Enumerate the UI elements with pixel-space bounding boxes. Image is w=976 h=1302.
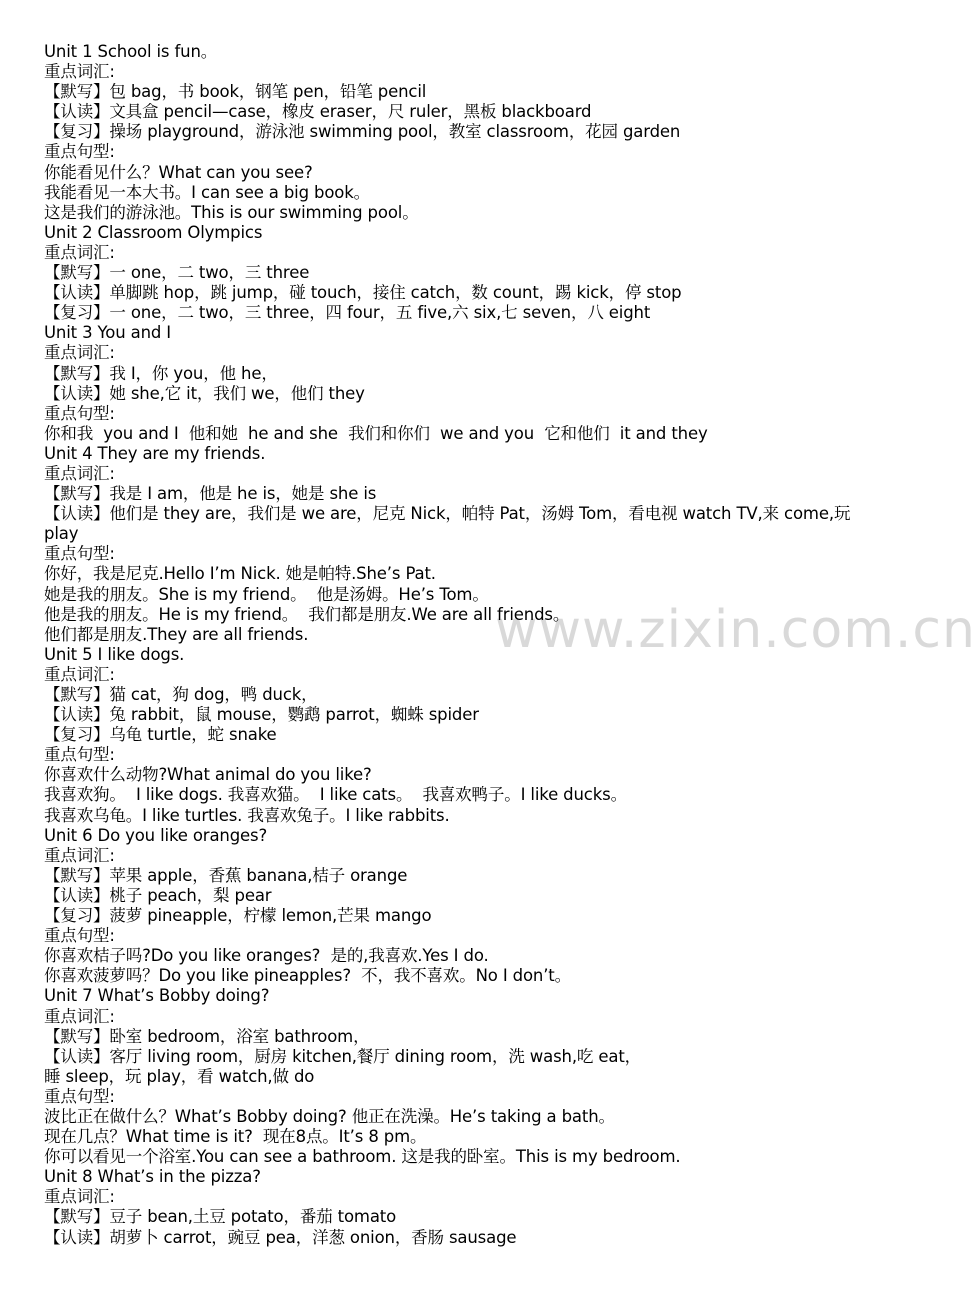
section-label: 重点词汇: [44,1006,115,1026]
vocab-line: 【默写】我是 I am，他是 he is，她是 she is [44,484,377,504]
vocab-line: 【认读】他们是 they are，我们是 we are，尼克 Nick，帕特 Pat，汤姆 Tom，看电视 watch TV,来 come,玩 play [44,504,856,544]
vocab-line: 【复习】菠萝 pineapple，柠檬 lemon,芒果 mango [44,906,432,926]
vocab-line: 【默写】苹果 apple，香蕉 banana,桔子 orange [44,865,408,885]
sentence-line: 你和我 you and I 他和她 he and she 我们和你们 we and you 它和他们 it and they [44,423,708,443]
vocab-line: 【复习】操场 playground，游泳池 swimming pool，教室 classroom，花园 garden [44,122,681,142]
sentence-line: 这是我们的游泳池。This is our swimming pool。 [44,202,419,222]
sentence-line: 你喜欢桔子吗?Do you like oranges? 是的,我喜欢.Yes I do. [44,946,489,966]
vocab-line: 【默写】猫 cat，狗 dog，鸭 duck， [44,685,318,704]
sentence-line: 他们都是朋友.They are all friends. [44,624,309,644]
vocab-line: 【默写】我 I，你 you，他 he， [44,363,278,383]
sentence-line: 他是我的朋友。He is my friend。 我们都是朋友.We are all friends。 [44,604,570,624]
section-label: 重点词汇: [44,1187,115,1207]
sentence-line: 她是我的朋友。She is my friend。 他是汤姆。He’s Tom。 [44,584,489,604]
vocab-line: 【认读】客厅 living room，厨房 kitchen,餐厅 dining room，洗 wash,吃 eat， [44,1046,641,1066]
unit-heading: Unit 3 You and I [44,323,172,343]
section-label: 重点句型: [44,142,115,162]
vocab-line: 【复习】乌龟 turtle，蛇 snake [44,725,277,745]
sentence-line: 我喜欢乌龟。I like turtles. 我喜欢兔子。I like rabbits. [44,805,450,825]
vocab-line: 睡 sleep，玩 play，看 watch,做 do [44,1066,315,1086]
sentence-line: 我喜欢狗。 I like dogs. 我喜欢猫。 I like cats。 我喜欢鸭子。I like ducks。 [44,785,627,805]
section-label: 重点句型: [44,1086,115,1106]
section-label: 重点词汇: [44,343,115,363]
vocab-line: 【默写】包 bag，书 book，钢笔 pen，铅笔 pencil [44,82,427,102]
section-label: 重点句型: [44,745,115,765]
section-label: 重点词汇: [44,242,115,262]
section-label: 重点句型: [44,403,115,423]
section-label: 重点句型: [44,926,115,946]
section-label: 重点词汇: [44,62,115,82]
unit-heading: Unit 5 I like dogs. [44,644,185,664]
unit-heading: Unit 8 What’s in the pizza? [44,1167,261,1187]
vocab-line: 【认读】桃子 peach，梨 pear [44,885,272,905]
section-label: 重点句型: [44,544,115,564]
vocab-line: 【认读】胡萝卜 carrot，豌豆 pea，洋葱 onion，香肠 sausage [44,1227,517,1247]
sentence-line: 你喜欢菠萝吗？Do you like pineapples? 不，我不喜欢。No I don’t。 [44,966,571,986]
vocab-line: 【默写】卧室 bedroom，浴室 bathroom， [44,1026,370,1046]
unit-heading: Unit 1 School is fun。 [44,42,218,61]
vocab-line: 【认读】她 she,它 it，我们 we，他们 they [44,383,365,403]
section-label: 重点词汇: [44,664,115,684]
vocab-line: 【默写】豆子 bean,土豆 potato，番茄 tomato [44,1207,397,1227]
vocab-line: 【默写】一 one，二 two，三 three [44,263,310,283]
section-label: 重点词汇: [44,463,115,483]
sentence-line: 你可以看见一个浴室.You can see a bathroom. 这是我的卧室。This is my bedroom. [44,1147,681,1167]
sentence-line: 你喜欢什么动物?What animal do you like? [44,765,372,785]
sentence-line: 你能看见什么？What can you see? [44,162,313,182]
sentence-line: 你好，我是尼克.Hello I’m Nick. 她是帕特.She’s Pat. [44,564,436,584]
section-label: 重点词汇: [44,845,115,865]
sentence-line: 波比正在做什么？What’s Bobby doing? 他正在洗澡。He’s taking a bath。 [44,1106,615,1126]
unit-heading: Unit 4 They are my friends. [44,443,266,463]
vocab-line: 【认读】单脚跳 hop，跳 jump，碰 touch，接住 catch，数 count，踢 kick，停 stop [44,283,682,303]
sentence-line: 现在几点？What time is it? 现在8点。It’s 8 pm。 [44,1127,427,1147]
unit-heading: Unit 6 Do you like oranges? [44,825,268,845]
watermark: www.zixin.com.cn [495,600,976,660]
vocab-line: 【认读】兔 rabbit，鼠 mouse，鹦鹉 parrot，蜘蛛 spider [44,705,479,725]
vocab-line: 【复习】一 one，二 two，三 three，四 four，五 five,六 six,七 seven，八 eight [44,303,651,323]
unit-heading: Unit 7 What’s Bobby doing? [44,986,270,1006]
vocab-line: 【认读】文具盒 pencil—case，橡皮 eraser，尺 ruler，黑板 blackboard [44,102,592,122]
sentence-line: 我能看见一本大书。I can see a big book。 [44,182,370,202]
document-body [44,42,864,1248]
unit-heading: Unit 2 Classroom Olympics [44,222,263,242]
